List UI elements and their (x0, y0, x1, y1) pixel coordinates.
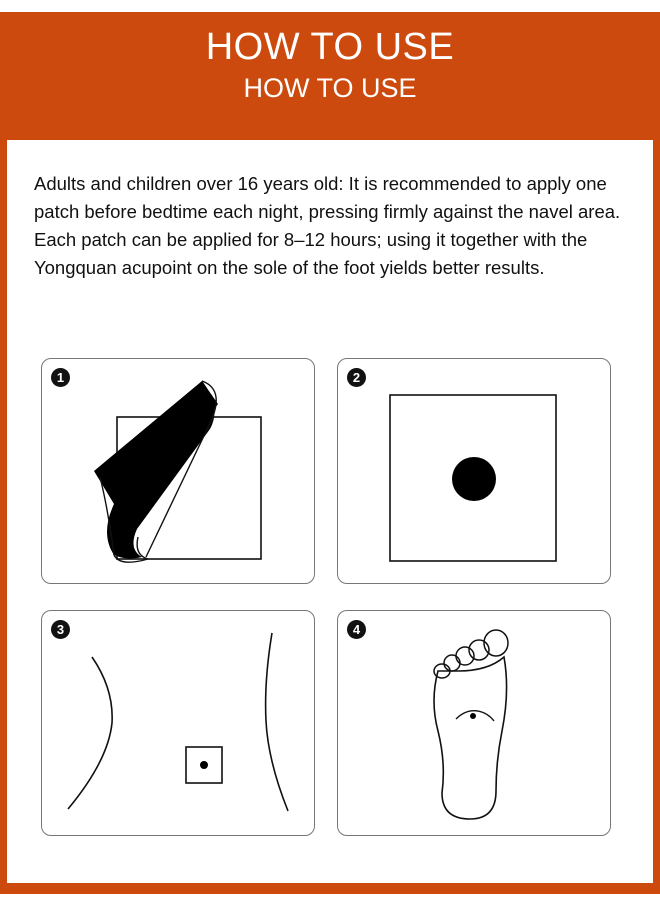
step-number-badge: 2 (347, 368, 366, 387)
page-subtitle: HOW TO USE (243, 73, 417, 103)
foot-acupoint-icon (338, 611, 611, 836)
patch-dot-icon (338, 359, 611, 584)
content-panel (7, 140, 653, 883)
peel-patch-icon (42, 359, 315, 584)
step-card-3 (41, 610, 315, 836)
step-card-1 (41, 358, 315, 584)
step-number-badge: 1 (51, 368, 70, 387)
page-title: HOW TO USE (205, 26, 455, 68)
step-card-4 (337, 610, 611, 836)
navel-patch-icon (42, 611, 315, 836)
step-number-badge: 3 (51, 620, 70, 639)
instructions-text: Adults and children over 16 years old: It is recommended to apply one patch before bedtime each night, pressing firmly against the navel area. Each patch can be applied for 8–12 hours; using it together with the Yongquan acupoint on the sole of the foot yields better results. (34, 173, 621, 278)
step-number-badge: 4 (347, 620, 366, 639)
step-card-2 (337, 358, 611, 584)
